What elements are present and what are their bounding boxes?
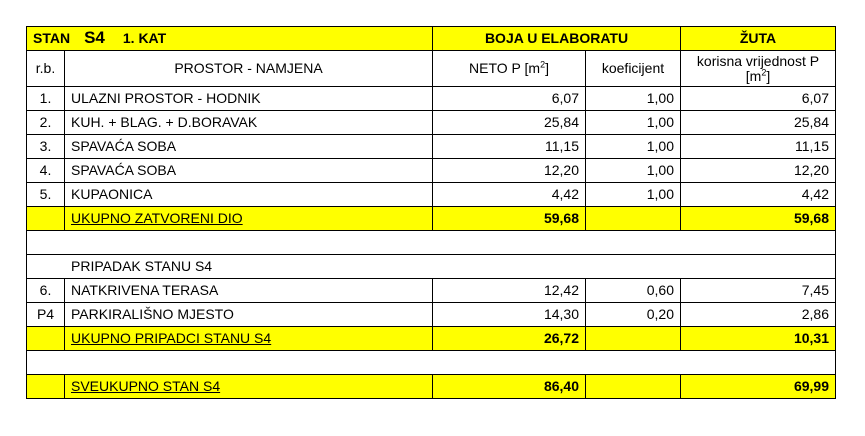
grand-total-korisna: 69,99 — [681, 375, 836, 399]
total-closed-label: UKUPNO ZATVORENI DIO — [65, 207, 433, 231]
table-row: 5. KUPAONICA 4,42 1,00 4,42 — [27, 183, 836, 207]
total-closed-korisna: 59,68 — [681, 207, 836, 231]
total-appurtenance-korisna: 10,31 — [681, 327, 836, 351]
column-header-row — [27, 51, 836, 87]
spacer-row — [27, 351, 836, 375]
floor-label: 1. KAT — [122, 30, 167, 47]
appurtenance-title-row — [27, 255, 836, 279]
table-row: 3. SPAVAĆA SOBA 11,15 1,00 11,15 — [27, 135, 836, 159]
total-appurtenance-row — [27, 327, 836, 351]
col-prostor-header: PROSTOR - NAMJENA — [65, 51, 433, 87]
total-closed-row — [27, 207, 836, 231]
table-row: 6. NATKRIVENA TERASA 12,42 0,60 7,45 — [27, 279, 836, 303]
color-label-cell: BOJA U ELABORATU — [433, 27, 681, 51]
table-title-row — [27, 27, 836, 51]
grand-total-neto: 86,40 — [433, 375, 586, 399]
table-row: P4 PARKIRALIŠNO MJESTO 14,30 0,20 2,86 — [27, 303, 836, 327]
col-neto-header: NETO P $[m^2]$ — [433, 51, 586, 87]
color-value-cell: ŽUTA — [681, 27, 836, 51]
spacer-row — [27, 231, 836, 255]
grand-total-label: SVEUKUPNO STAN S4 — [65, 375, 433, 399]
col-rb-header: r.b. — [27, 51, 65, 87]
total-closed-neto: 59,68 — [433, 207, 586, 231]
stan-label: STAN — [33, 30, 71, 47]
grand-total-row — [27, 375, 836, 399]
unit-code: S4 — [84, 28, 105, 48]
table-row: 2. KUH. + BLAG. + D.BORAVAK 25,84 1,00 25,84 — [27, 111, 836, 135]
total-appurtenance-neto: 26,72 — [433, 327, 586, 351]
table-row: 4. SPAVAĆA SOBA 12,20 1,00 12,20 — [27, 159, 836, 183]
appurtenance-title: PRIPADAK STANU S4 — [27, 255, 836, 279]
col-koef-header: koeficijent — [586, 51, 681, 87]
col-korisna-header: korisna vrijednost P $[m^2]$ — [681, 51, 836, 87]
total-appurtenance-label: UKUPNO PRIPADCI STANU S4 — [65, 327, 433, 351]
apartment-area-table — [26, 26, 836, 399]
unit-title-cell — [27, 27, 433, 51]
table-row: 1. ULAZNI PROSTOR - HODNIK 6,07 1,00 6,07 — [27, 87, 836, 111]
